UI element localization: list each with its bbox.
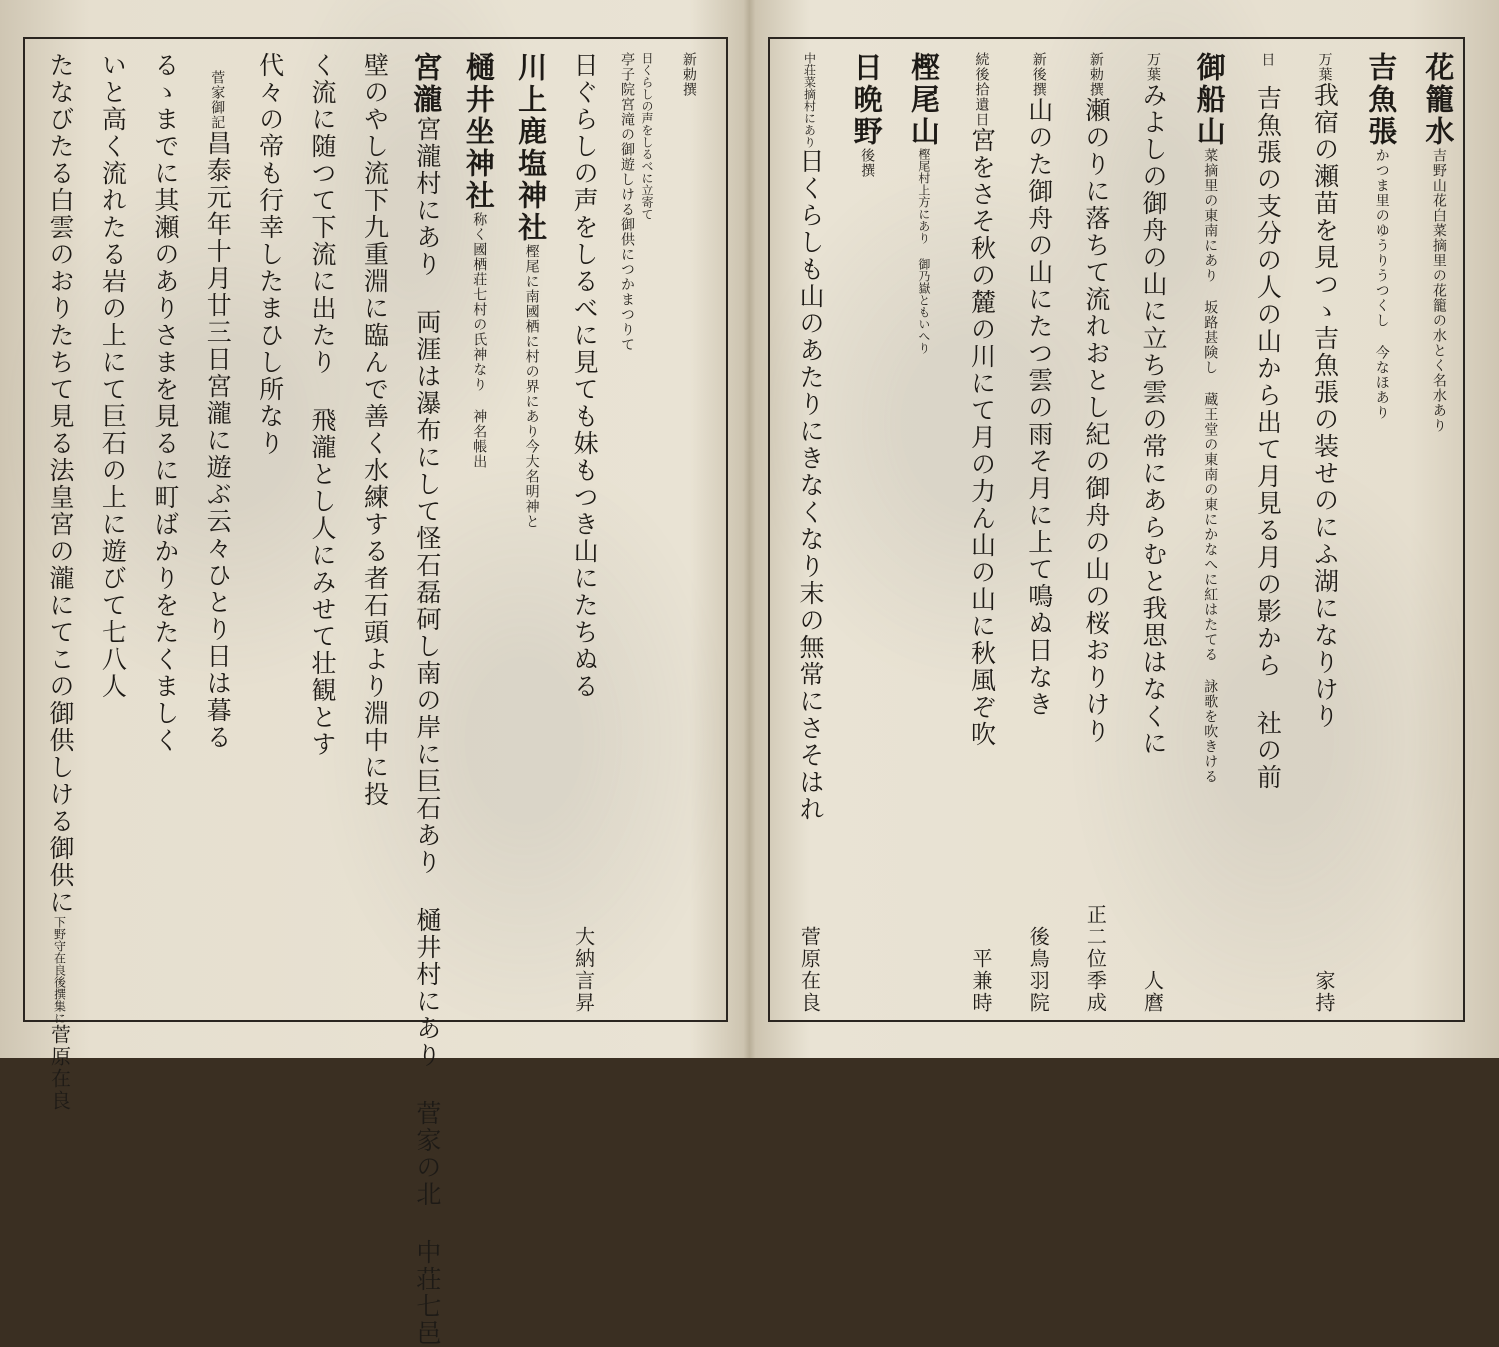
left-col-12: [92, 52, 132, 1014]
right-col-7-body: 瀬のりに落ちて流れおとし紀の御舟の山の桜おりけり: [1081, 97, 1111, 745]
left-col-5: [459, 52, 499, 1014]
right-col-7: [1076, 52, 1116, 1014]
right-col-4-head: 日: [1259, 52, 1276, 67]
right-col-5: [1190, 52, 1230, 1014]
right-col-10-note: 樫尾村上方にあり 御乃嶽ともいへり: [916, 148, 931, 354]
right-col-8-body: 山のた御舟の山にたつ雲の雨そ月に上て鳴ぬ日なき: [1024, 97, 1054, 718]
right-col-3-sig: 家持: [1312, 970, 1337, 1014]
right-col-12: [790, 52, 830, 1014]
left-col-10-head: 菅家御記: [209, 70, 226, 130]
left-col-8: [302, 52, 342, 1014]
left-col-12-body: いと高く流れたる岩の上にて巨石の上に遊びて七八人: [98, 52, 128, 700]
right-col-1-head: 花籠水: [1421, 52, 1456, 148]
right-col-9: [962, 52, 1002, 1014]
left-col-3-sig: 大納言昇: [571, 926, 596, 1014]
right-col-6: [1133, 52, 1173, 1014]
right-col-4-body: 吉魚張の支分の人の山から出て月見る月の影から 社の前: [1253, 85, 1283, 791]
left-col-2-body: 亭子院宮滝の御遊しける御供につかまつりて: [618, 52, 635, 352]
right-col-8-sig: 後鳥羽院: [1026, 926, 1051, 1014]
right-col-6-note: 万葉: [1145, 52, 1162, 82]
left-col-11: [145, 52, 185, 1014]
right-col-4: [1247, 52, 1287, 1014]
left-col-9-body: 代々の帝も行幸したまひし所なり: [255, 52, 285, 457]
left-col-2: [616, 52, 656, 1014]
right-col-10: [904, 52, 944, 1014]
right-col-11-note: 後撰: [859, 148, 876, 178]
left-col-3-body: 日ぐらしの声をしるべに見ても妹もつき山にたちぬる: [570, 52, 600, 700]
left-text-columns: [40, 52, 709, 1347]
right-col-7-note: 新勅撰: [1087, 52, 1104, 97]
right-col-11-head: 日晩野: [849, 52, 884, 148]
right-col-11: [847, 52, 887, 1014]
right-col-7-sig: 正二位季成: [1083, 904, 1108, 1014]
right-col-1: [1419, 52, 1459, 1014]
left-col-1: [669, 52, 709, 1014]
left-col-13-sig: 菅原在良: [47, 1024, 72, 1112]
right-text-columns: [790, 52, 1459, 1014]
right-col-9-body: 宮をさそ秋の麓の川にて月の力ん山の山に秋風ぞ吹: [967, 127, 997, 748]
right-page: [750, 0, 1499, 1058]
right-col-2: [1362, 52, 1402, 1014]
right-col-3-body: 我宿の瀬苗を見つゝ吉魚張の装せのにふ湖になりけり: [1310, 82, 1340, 730]
right-col-5-body: 菜摘里の東南にあり 坂路甚険し 蔵王堂の東南の東にかなへに紅はたてる 詠歌を吹きける: [1202, 148, 1219, 784]
right-col-3-note: 万葉: [1316, 52, 1333, 82]
left-col-13-body: たなびたる白雲のおりたちて見る法皇宮の瀧にてこの御供しける御供に: [46, 52, 75, 916]
left-col-6-head: 宮瀧: [409, 52, 444, 116]
left-col-4-head: 川上鹿塩神社: [514, 52, 549, 244]
right-col-12-note: 中荘菜摘村にあり: [802, 52, 817, 148]
right-col-3: [1305, 52, 1345, 1014]
left-col-4-body: 樫尾に南國栖に村の界にあり今大名明神と: [523, 244, 540, 529]
left-col-8-body: く流に随つて下流に出たり 飛瀧とし人にみせて壮観とす: [308, 52, 338, 758]
right-col-5-head: 御船山: [1192, 52, 1227, 148]
right-col-9-note: 続後拾遺: [973, 52, 990, 112]
right-col-6-body: みよしの御舟の山に立ち雲の常にあらむと我思はなくに: [1139, 82, 1169, 757]
right-col-9-sig: 平兼時: [969, 948, 994, 1014]
right-col-1-body: 吉野山花白菜摘里の花籠の水とく名水あり: [1430, 148, 1447, 433]
right-col-8: [1019, 52, 1059, 1014]
left-col-11-body: るゝまでに其瀬のありさまを見るに町ばかりをたくましく: [150, 52, 180, 754]
left-col-7-body: 壁のやし流下九重淵に臨んで善く水練する者石頭より淵中に投: [360, 52, 390, 808]
left-col-13: [40, 52, 80, 1112]
left-col-7: [354, 52, 394, 1014]
left-col-1-note: 新勅撰: [680, 52, 697, 97]
left-col-5-body: 称く國栖荘七村の氏神なり 神名帳出: [471, 212, 488, 469]
right-col-2-head: 吉魚張: [1364, 52, 1399, 148]
left-col-10-body: 昌泰元年十月廿三日宮瀧に遊ぶ云々ひとり日は暮る: [203, 130, 233, 751]
right-col-6-sig: 人麿: [1140, 970, 1165, 1014]
left-col-9: [250, 52, 290, 1014]
left-col-10: [197, 52, 237, 1014]
right-col-8-note: 新後撰: [1030, 52, 1047, 97]
left-col-6: [407, 52, 447, 1347]
left-col-2-sub: 日くらしの声をしるべに立寄て: [639, 52, 654, 220]
right-col-12-body: 日くらしも山のあたりにきなくなり末の無常にさそはれ: [796, 148, 825, 823]
left-page: [0, 0, 749, 1347]
right-col-12-sig: 菅原在良: [797, 926, 822, 1014]
left-col-3: [564, 52, 604, 1014]
right-col-2-body: かつま里のゆうりうつくし 今なほあり: [1373, 148, 1390, 420]
right-col-10-head: 樫尾山: [906, 52, 941, 148]
right-col-9-head: 日: [973, 112, 990, 127]
left-col-4: [512, 52, 552, 1014]
left-col-13-note: 下野守在良後撰集に: [52, 916, 67, 1024]
left-col-5-head: 樋井坐神社: [461, 52, 496, 212]
left-col-6-body: 宮瀧村にあり 両涯は瀑布にして怪石磊砢し南の岸に巨石あり 樋井村にあり 菅家の北 中荘七邑: [412, 116, 442, 1347]
